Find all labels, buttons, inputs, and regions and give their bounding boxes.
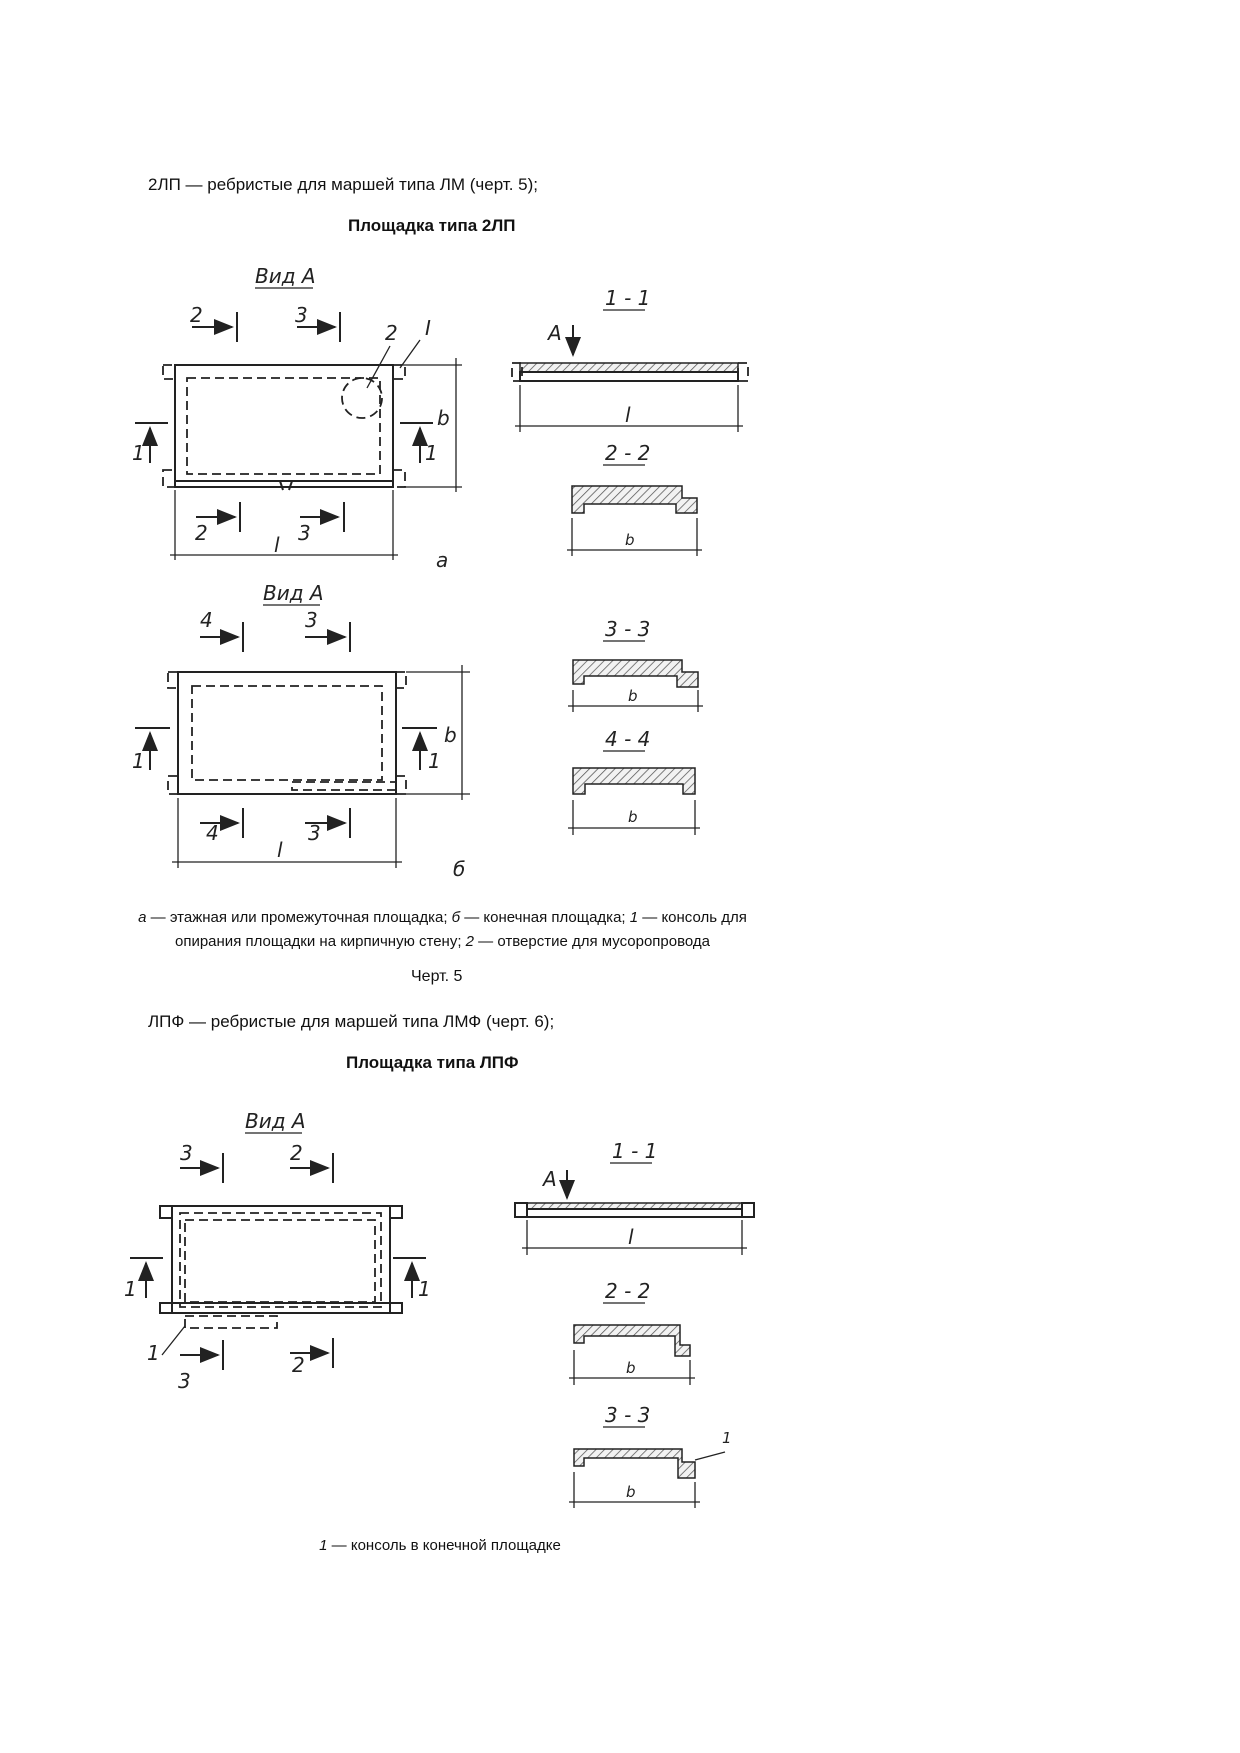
caption-a-letter: а [138,909,147,926]
dim-l-b: l [277,838,283,862]
arrow-A-label-lpf: A [543,1167,557,1191]
caption-2-num: 2 [465,933,475,950]
dim-l-lpf: l [628,1225,634,1249]
caption-1-text: — консоль для [638,909,747,926]
cut-3-bottom-lpf: 3 [178,1369,191,1393]
label-view-a-lpf: Вид А [245,1109,306,1133]
caption-1-num: 1 [629,909,639,926]
caption-b-text: — конечная площадка; [460,909,630,926]
cut-1-left: 1 [132,441,145,465]
cut-3-bottom-b: 3 [308,821,321,845]
console-mark-3-3: 1 [722,1429,732,1447]
drawing-2lp-a [132,264,462,572]
section-1-1-lpf [515,1139,754,1255]
dim-b-2-2-lpf: b [626,1359,636,1377]
intro-2lp: 2ЛП — ребристые для маршей типа ЛМ (черт. 5); [148,175,538,194]
cut-3-bottom: 3 [298,521,311,545]
label-view-a-2: Вид А [263,581,324,605]
title-lpf: Площадка типа ЛПФ [346,1053,519,1072]
cut-4-bottom: 4 [206,821,219,845]
label-sec-3-3-lpf: 3 - 3 [605,1403,651,1427]
dim-b-2-2: b [625,531,635,549]
label-sec-3-3-a: 3 - 3 [605,617,651,641]
section-2-2-lpf [569,1279,695,1385]
caption-line2-text: опирания площадки на кирпичную стену; [175,933,466,950]
cut-1-right-b: 1 [428,749,441,773]
dim-b-4-4: b [628,808,638,826]
drawing-lpf [124,1109,431,1393]
dim-b-3-3: b [628,687,638,705]
dim-b-b: b [444,723,457,747]
figure-label-5: Черт. 5 [411,968,463,985]
slab-outline-b [178,672,396,794]
console-mark-lpf: 1 [147,1341,160,1365]
cut-1-right-lpf: 1 [418,1277,431,1301]
caption-lpf-text: — консоль в конечной площадке [327,1537,561,1554]
caption-b-letter: б [451,909,461,926]
cut-3-top: 3 [295,303,308,327]
section-3-3-2lp [568,617,703,712]
cut-2-top: 2 [190,303,203,327]
cut-2-bottom-lpf: 2 [292,1353,305,1377]
cut-4-top: 4 [200,608,213,632]
caption-a-text: — этажная или промежуточная площадка; [146,909,452,926]
slab-outline-a [175,365,393,487]
dim-l-1-1: l [625,403,631,427]
arrow-A-label-1: A [548,321,562,345]
cut-2-bottom: 2 [195,521,208,545]
cut-3-top-lpf: 3 [180,1141,193,1165]
cut-2-top-lpf: 2 [290,1141,303,1165]
title-2lp: Площадка типа 2ЛП [348,216,516,235]
mark-I: I [425,316,431,340]
caption-2-text: — отверстие для мусоропровода [474,933,710,950]
rib-outline-a [187,378,380,474]
letter-b: б [453,857,466,881]
section-1-1-2lp [512,286,748,432]
cut-1-left-lpf: 1 [124,1277,137,1301]
section-2-2-2lp [567,441,702,556]
label-sec-1-1-lpf: 1 - 1 [612,1139,658,1163]
mark-2-hole: 2 [385,321,398,345]
dim-b-3-3-lpf: b [626,1483,636,1501]
dim-l-a: l [274,533,280,557]
chute-hole [342,378,382,418]
slab-outline-lpf [172,1206,390,1313]
intro-lpf: ЛПФ — ребристые для маршей типа ЛМФ (черт. 6); [148,1012,555,1031]
label-sec-2-2-lpf: 2 - 2 [605,1279,651,1303]
section-3-3-lpf [569,1403,732,1508]
caption-lpf-num: 1 [319,1537,328,1554]
label-sec-2-2-a: 2 - 2 [605,441,651,465]
cut-1-right: 1 [425,441,438,465]
cut-3-top-b: 3 [305,608,318,632]
letter-a: a [436,548,449,572]
label-sec-1-1-a: 1 - 1 [605,286,651,310]
cut-1-left-b: 1 [132,749,145,773]
dim-b-a: b [437,406,450,430]
drawing-2lp-b [132,581,470,881]
label-view-a-1: Вид А [255,264,316,288]
label-sec-4-4: 4 - 4 [605,727,651,751]
section-4-4-2lp [568,727,700,835]
